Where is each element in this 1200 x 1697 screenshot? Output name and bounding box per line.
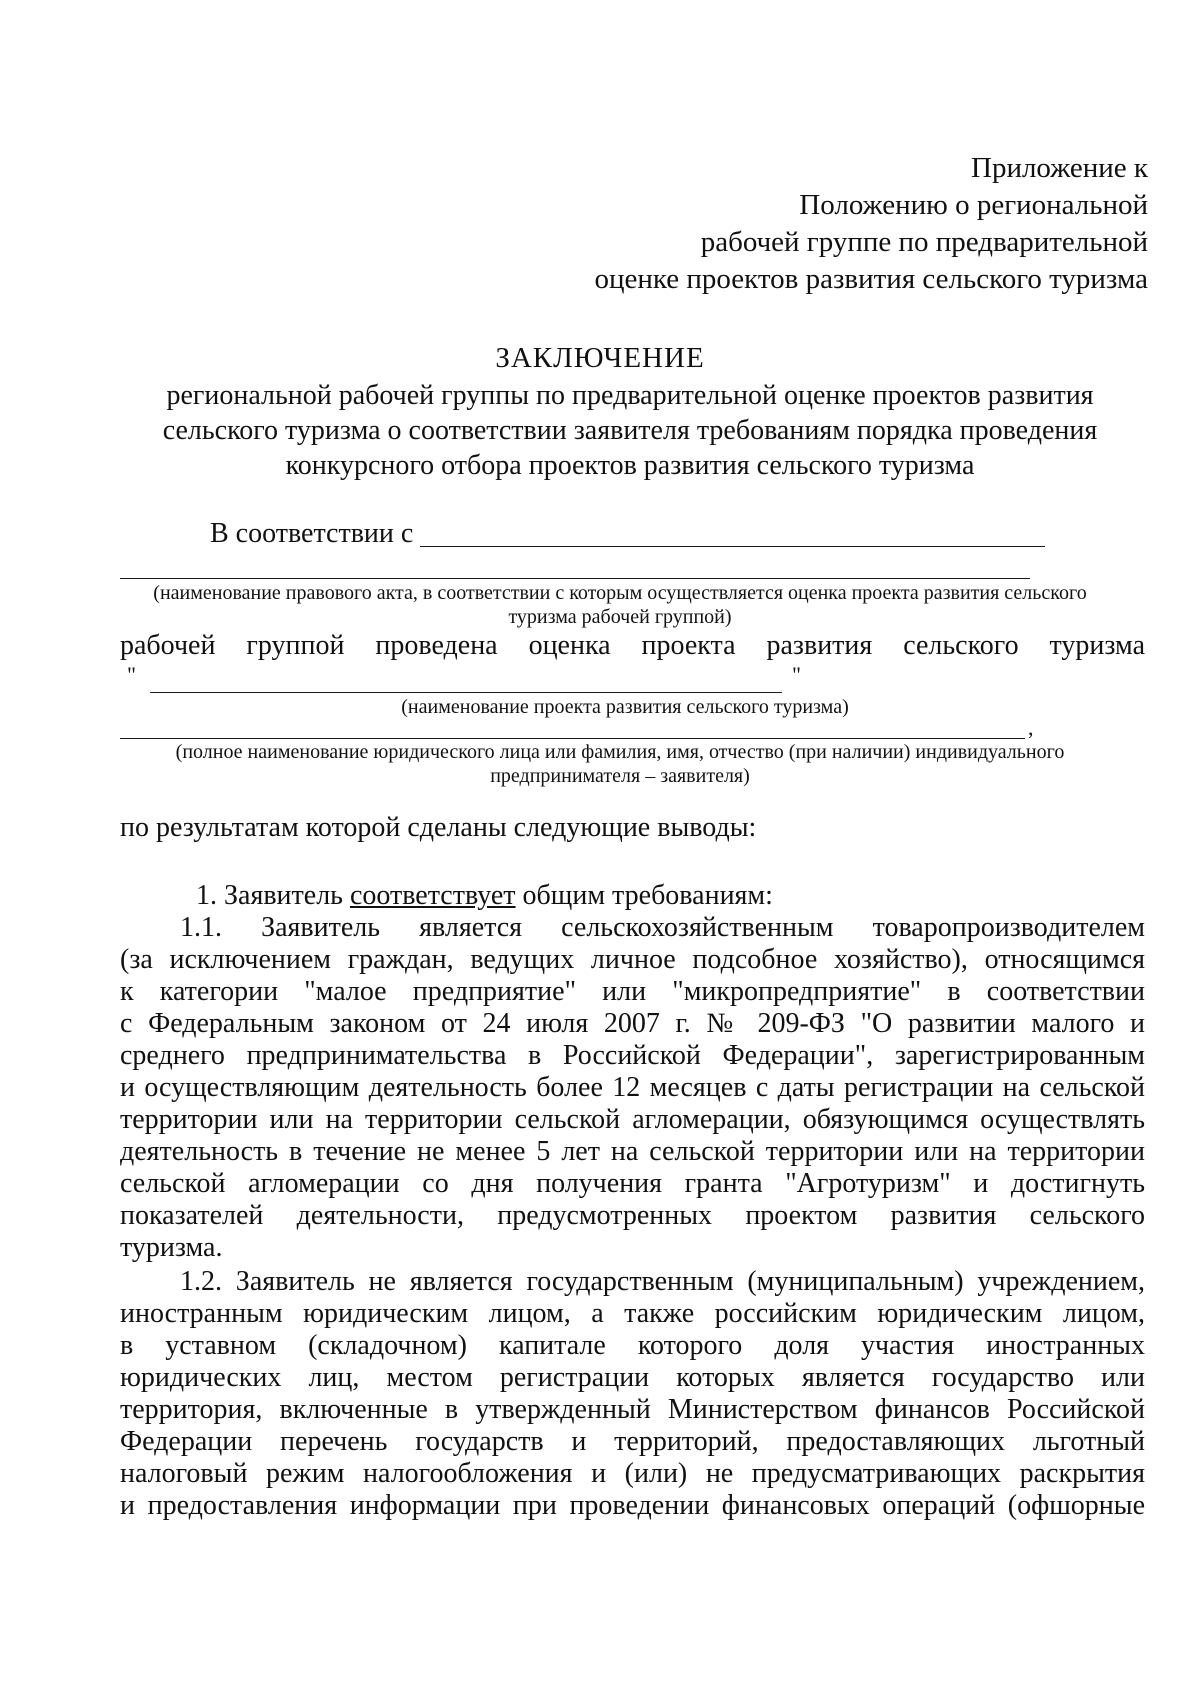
item-1-1-line: к категории "малое предприятие" или "микропредприятие" в соответствии [120,976,1145,1007]
item-1-suffix: общим требованиям: [515,880,773,911]
document-subtitle [130,378,1130,483]
item-1-2-line: юридических лиц, местом регистрации которых является государство или [120,1362,1145,1393]
item-1-1-line: с Федеральным законом от 24 июля 2007 г. № 209-ФЗ "О развитии малого и [120,1008,1145,1039]
item-1-prefix: 1. Заявитель [196,880,350,911]
subtitle-line: конкурсного отбора проектов развития сельского туризма [285,450,975,481]
project-name-blank-line [150,692,782,693]
subtitle-line: сельского туризма о соответствии заявителя требованиям порядка проведения [162,415,1098,446]
legal-act-blank-line-1 [420,546,1045,547]
item-1-2-line: налоговый режим налогообложения и (или) не предусматривающих раскрытия [120,1458,1145,1489]
applicant-blank-line [120,738,1025,739]
legal-act-caption [130,581,1110,629]
item-1-2-line: и предоставления информации при проведении финансовых операций (офшорные [120,1490,1145,1521]
item-1-1-line: среднего предпринимательства в Российской Федерации", зарегистрированным [120,1040,1145,1071]
annex-line: Приложение к [971,152,1148,184]
item-1 [196,880,773,912]
document-title: ЗАКЛЮЧЕНИЕ [495,342,705,374]
item-1-2-line: иностранным юридическим лицом, а также российским юридическим лицом, [120,1298,1145,1329]
item-1-1-line: показателей деятельности, предусмотренных проектом развития сельского [120,1200,1145,1231]
item-1-2-line: территория, включенные в утвержденный Министерством финансов Российской [120,1394,1145,1425]
annex-line: Положению о региональной [799,189,1148,221]
project-name-caption: (наименование проекта развития сельского туризма) [401,696,849,718]
annex-line: оценке проектов развития сельского туризма [594,263,1148,295]
quote-open: " [127,662,136,687]
caption-line: (наименование правового акта, в соответствии с которым осуществляется оценка проекта развития сельского [153,582,1087,604]
item-1-1-line: территории или на территории сельской агломерации, обязующимся осуществлять [120,1104,1145,1135]
assessment-line: рабочей группой проведена оценка проекта развития сельского туризма [120,630,1145,661]
conclusions-intro: по результатам которой сделаны следующие выводы: [120,812,757,843]
item-1-1-line: сельской агломерации со дня получения гранта "Агротуризм" и достигнуть [120,1168,1145,1199]
caption-line: (полное наименование юридического лица или фамилия, имя, отчество (при наличии) индивидуального [175,741,1065,763]
item-1-1-line: (за исключением граждан, ведущих личное подсобное хозяйство), относящимся [120,944,1145,975]
annex-header [595,150,1149,298]
legal-act-blank-line-2 [120,578,1030,579]
item-1-2-line: в уставном (складочном) капитале которого доля участия иностранных [120,1330,1145,1361]
item-1-2-line: 1.2. Заявитель не является государственным (муниципальным) учреждением, [180,1266,1145,1297]
comma: , [1028,715,1034,740]
item-1-1-last-line: туризма. [120,1232,223,1263]
item-1-1-line: и осуществляющим деятельность более 12 месяцев с даты регистрации на сельской [120,1072,1145,1103]
applicant-caption [140,740,1100,788]
intro-text: В соответствии с [210,518,414,549]
item-1-1-line: деятельность в течение не менее 5 лет на сельской территории или на территории [120,1136,1145,1167]
caption-line: предпринимателя – заявителя) [490,765,750,787]
item-1-2-line: Федерации перечень государств и территорий, предоставляющих льготный [120,1426,1145,1457]
caption-line: туризма рабочей группой) [508,606,732,628]
annex-line: рабочей группе по предварительной [700,226,1148,258]
quote-close: " [792,662,801,687]
item-1-1-line: 1.1. Заявитель является сельскохозяйственным товаропроизводителем [180,912,1145,943]
subtitle-line: региональной рабочей группы по предварительной оценке проектов развития [166,380,1094,411]
item-1-underlined: соответствует [349,880,516,911]
